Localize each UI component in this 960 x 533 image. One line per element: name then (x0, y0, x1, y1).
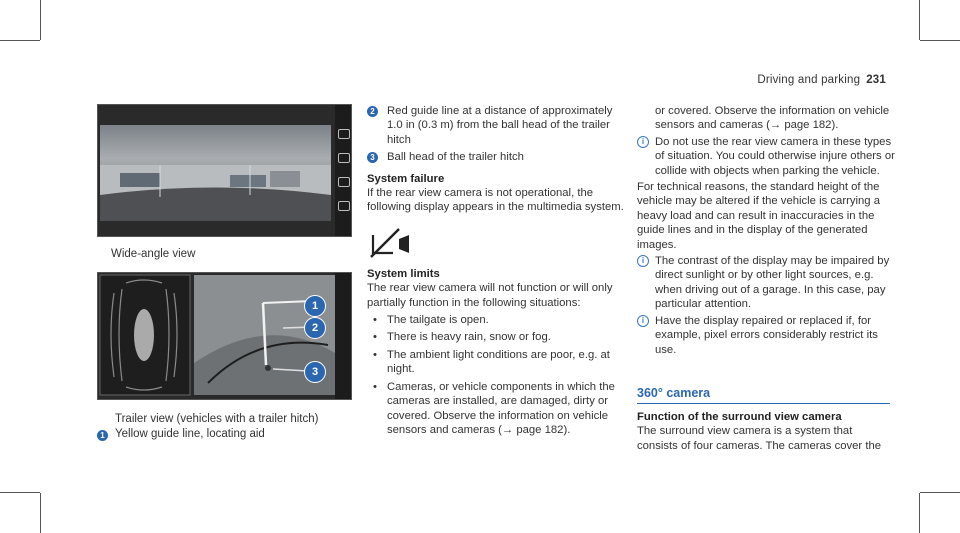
legend-badge: 1 (97, 430, 108, 441)
failure-text: If the rear view camera is not operational, the following display appears in the multimedia system. (367, 187, 624, 214)
camera-off-symbol (367, 215, 625, 263)
guide-lines-icon[interactable] (338, 201, 350, 211)
crop-mark (0, 492, 40, 493)
continued-text: or covered. Observe the information on vehicle sensors and cameras (→ page 182). (655, 105, 890, 132)
section-rule (637, 403, 890, 404)
running-header (757, 74, 886, 86)
legend-item-3 (367, 150, 625, 164)
legend-item-1 (97, 428, 265, 440)
note-3 (637, 314, 895, 357)
section-360-body (637, 410, 895, 453)
note-text: The contrast of the display may be impaired by direct sunlight or by other light sources, e.g. when driving out of a garage. In this case, pay particular attention. (655, 255, 890, 311)
callout-1: 1 (304, 295, 326, 317)
view-toggle-icon[interactable] (338, 129, 350, 139)
limits-intro: The rear view camera will not function or will only partially function in the following situations: (367, 282, 613, 309)
section-name: Driving and parking (757, 74, 861, 86)
info-icon: i (637, 315, 649, 327)
crop-mark (919, 0, 920, 40)
camera-feed (100, 125, 331, 221)
function-text: The surround view camera is a system that consists of four cameras. The cameras cover the (637, 425, 882, 452)
legend-item-2 (367, 104, 625, 147)
trailer-mode-icon[interactable] (338, 177, 350, 187)
callout-2: 2 (304, 317, 326, 339)
technical-paragraph: For technical reasons, the standard height of the vehicle may be altered if the vehicle is carrying a heavy load and can result in inaccuracies in the guide lines and in the display of the generated images. (637, 181, 880, 251)
crop-mark (0, 40, 40, 41)
limits-bullet: • The ambient light conditions are poor, e.g. at night. (367, 348, 625, 377)
figure2-caption: Trailer view (vehicles with a trailer hitch) (115, 413, 319, 425)
column-middle (367, 104, 625, 436)
section-title: 360° camera (637, 386, 711, 400)
note-text: Do not use the rear view camera in these types of situation. You could otherwise injure others or collide with objects when parking the vehicle. (655, 135, 895, 177)
info-icon: i (637, 136, 649, 148)
limits-bullet: • The tailgate is open. (367, 313, 625, 327)
crop-mark (40, 493, 41, 533)
info-icon: i (637, 255, 649, 267)
legend-text: Yellow guide line, locating aid (115, 428, 265, 440)
trailer-view-image (97, 272, 352, 400)
failure-heading: System failure (367, 172, 445, 185)
limits-heading: System limits (367, 267, 440, 280)
crop-mark (40, 0, 41, 40)
legend-text: Ball head of the trailer hitch (387, 151, 524, 164)
legend-badge: 2 (367, 106, 378, 117)
callout-3: 3 (304, 361, 326, 383)
figure1-caption: Wide-angle view (111, 248, 196, 260)
note-text: Have the display repaired or replaced if, for example, pixel errors considerably restrict its use. (655, 314, 878, 356)
note-2 (637, 254, 895, 312)
column-right (637, 104, 895, 357)
wide-angle-view-image (97, 104, 352, 237)
limits-bullet: • There is heavy rain, snow or fog. (367, 330, 625, 344)
limits-bullet: • Cameras, or vehicle components in which the cameras are installed, are damaged, dirty or covered. Observe the information on vehicle sensors and cameras (→ page 182). (367, 380, 625, 408)
page-number: 231 (866, 74, 886, 86)
legend-text: Red guide line at a distance of approximately 1.0 in (0.3 m) from the ball head of the trailer hitch (387, 105, 613, 146)
camera-mode-icon[interactable] (338, 153, 350, 163)
camera-sidebar (335, 105, 351, 236)
note-1 (637, 135, 895, 178)
crop-mark (920, 492, 960, 493)
legend-badge: 3 (367, 152, 378, 163)
function-heading: Function of the surround view camera (637, 411, 842, 423)
crop-mark (920, 40, 960, 41)
crop-mark (919, 493, 920, 533)
